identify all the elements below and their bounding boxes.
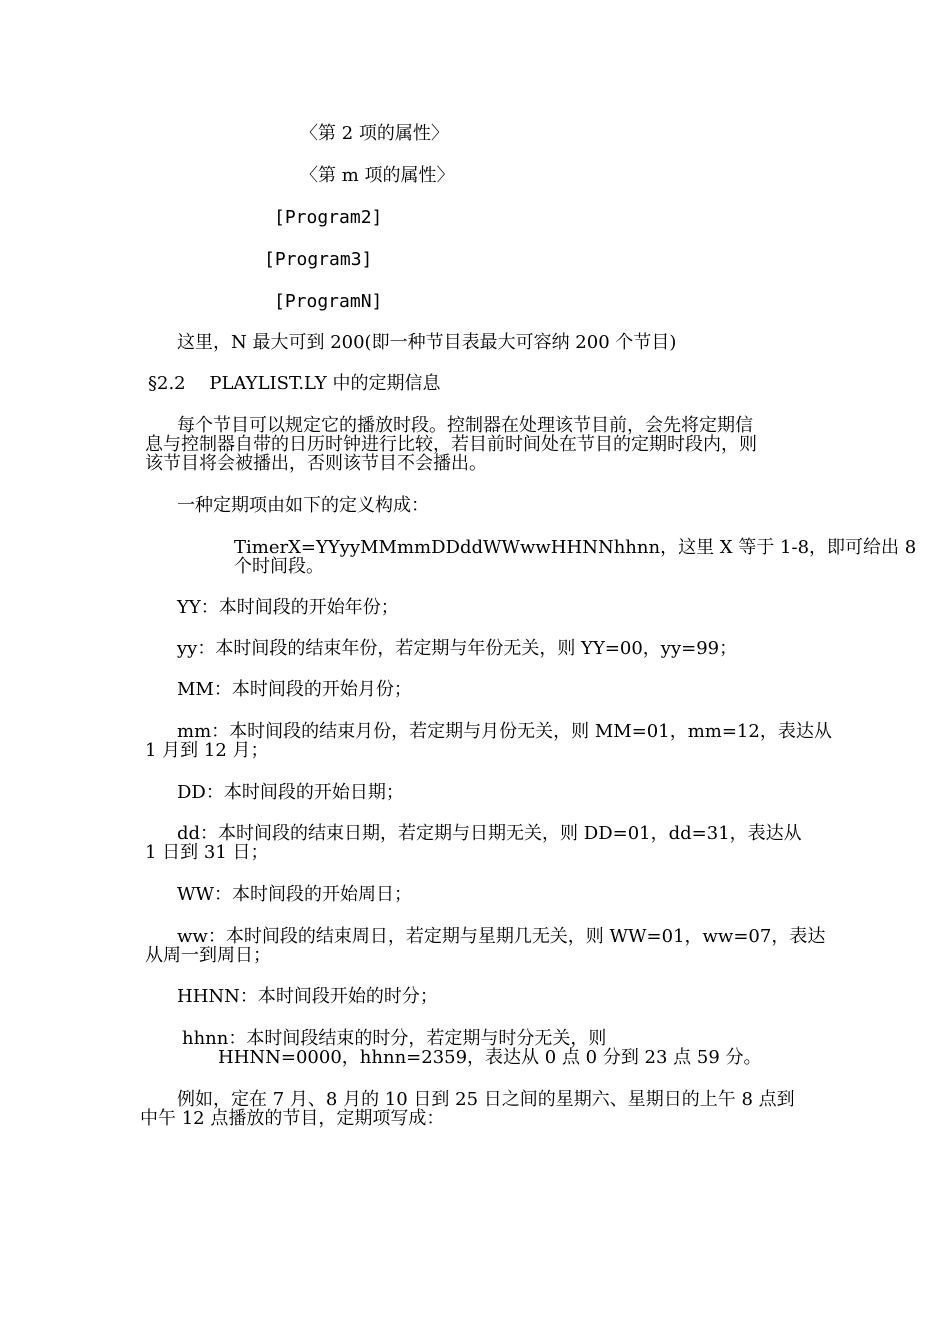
field-hhnn-end-line-2: HHNN=0000，hhnn=2359，表达从 0 点 0 分到 23 点 59 分。 [218,1047,762,1068]
intro-line-3: 该节目将会被播出，否则该节目不会播出。 [145,453,487,474]
example-line-2: 中午 12 点播放的节目，定期项写成： [140,1108,445,1129]
attr-item-m: 〈第 m 项的属性〉 [300,165,455,186]
intro-line-1: 每个节目可以规定它的播放时段。控制器在处理该节目前，会先将定期信 [177,415,753,436]
field-yy-start: YY：本时间段的开始年份； [177,597,399,618]
field-ww-start: WW：本时间段的开始周日； [177,884,413,905]
example-line-1: 例如，定在 7 月、8 月的 10 日到 25 日之间的星期六、星期日的上午 8 点到 [177,1089,795,1110]
field-ww-end-line-2: 从周一到周日； [145,945,271,966]
program-3-heading: [Program3] [264,249,373,270]
note-max-programs: 这里，N 最大可到 200(即一种节目表最大可容纳 200 个节目) [177,332,677,353]
field-dd-end-line-1: dd：本时间段的结束日期，若定期与日期无关，则 DD=01，dd=31，表达从 [177,823,802,844]
field-hhnn-start: HHNN：本时间段开始的时分； [177,986,438,1007]
program-2-heading: [Program2] [274,207,383,228]
field-mm-end-line-1: mm：本时间段的结束月份，若定期与月份无关，则 MM=01，mm=12，表达从 [177,721,832,742]
intro-line-2: 息与控制器自带的日历时钟进行比较，若目前时间处在节目的定期时段内，则 [145,434,757,455]
timer-format-line-1: TimerX=YYyyMMmmDDddWWwwHHNNhhnn，这里 X 等于 1-8，即可给出 8 [234,537,917,558]
program-n-heading: [ProgramN] [274,291,383,312]
field-dd-end-line-2: 1 日到 31 日； [145,842,269,863]
field-mm-start: MM：本时间段的开始月份； [177,679,412,700]
attr-item-2: 〈第 2 项的属性〉 [300,123,449,144]
field-ww-end-line-1: ww：本时间段的结束周日，若定期与星期几无关，则 WW=01，ww=07，表达 [177,926,826,947]
field-hhnn-end-line-1: hhnn：本时间段结束的时分，若定期与时分无关，则 [182,1028,607,1049]
field-dd-start: DD：本时间段的开始日期； [177,782,404,803]
definition-intro: 一种定期项由如下的定义构成： [177,495,429,516]
field-yy-end: yy：本时间段的结束年份，若定期与年份无关，则 YY=00，yy=99； [177,638,738,659]
timer-format-line-2: 个时间段。 [234,556,324,577]
field-mm-end-line-2: 1 月到 12 月； [145,740,269,761]
section-title: §2.2 PLAYLIST.LY 中的定期信息 [148,373,441,394]
